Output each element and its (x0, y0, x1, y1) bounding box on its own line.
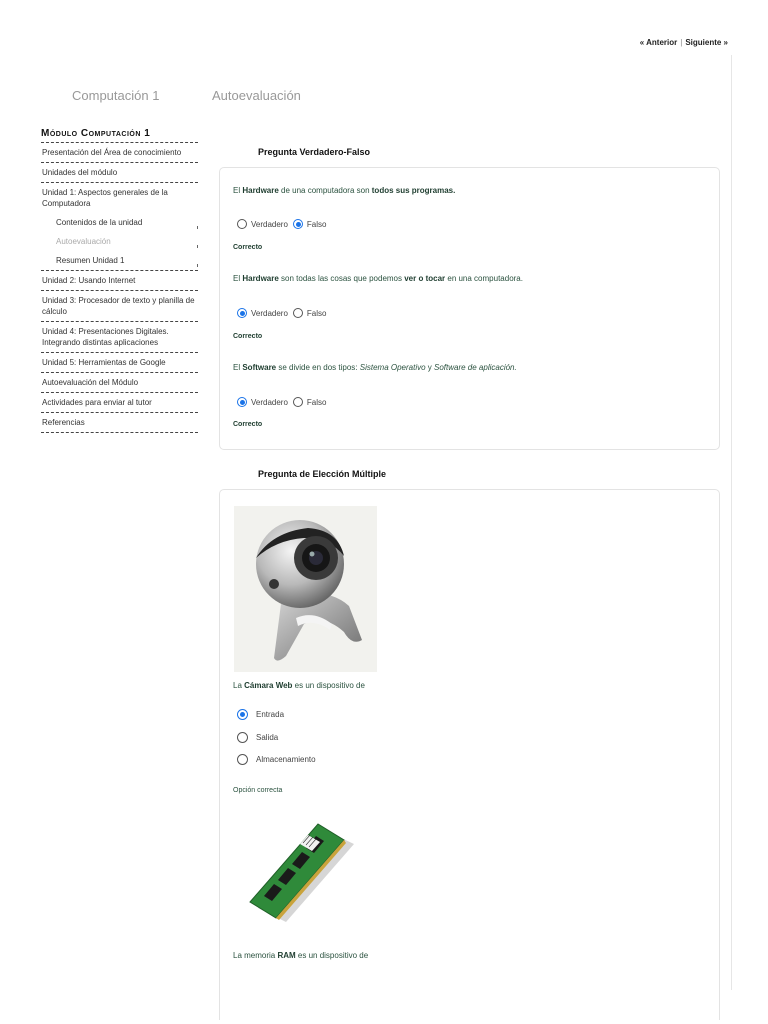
tf-choices-2 (237, 308, 331, 318)
mc-option-entrada[interactable] (237, 709, 284, 720)
question-keyword: Software (242, 363, 277, 372)
sidebar-item-referencias[interactable]: Referencias (41, 413, 198, 433)
sidebar-item-unidad-5[interactable]: Unidad 5: Herramientas de Google (41, 353, 198, 373)
question-keyword: ver o tocar (404, 274, 446, 283)
sidebar-item-unidad-3[interactable]: Unidad 3: Procesador de texto y planilla de cálculo (41, 291, 198, 322)
mc-question-2 (233, 951, 368, 960)
sidebar-item-actividades[interactable]: Actividades para enviar al tutor (41, 393, 198, 413)
question-text: de una computadora son (278, 186, 372, 195)
question-text: en una computadora. (445, 274, 523, 283)
option-label: Almacenamiento (256, 755, 316, 764)
question-keyword: RAM (277, 951, 296, 960)
radio-falso[interactable] (293, 308, 303, 318)
mc-option-salida[interactable] (237, 732, 278, 743)
site-title: Computación 1 (72, 88, 160, 103)
tf-question-3 (233, 363, 517, 372)
sidebar-item-presentacion[interactable]: Presentación del Área de conocimiento (41, 143, 198, 163)
mc-question-1 (233, 681, 365, 690)
radio-verdadero[interactable] (237, 397, 247, 407)
page-title: Autoevaluación (212, 88, 301, 103)
option-label: Salida (256, 733, 279, 742)
question-text: son todas las cosas que podemos (278, 274, 405, 283)
question-text: El (233, 186, 243, 195)
question-keyword: Cámara Web (244, 681, 293, 690)
radio-label: Verdadero (251, 397, 288, 407)
mc-question-card (219, 489, 720, 1020)
question-text: El (233, 274, 243, 283)
question-keyword: Hardware (242, 186, 279, 195)
radio-label: Verdadero (251, 308, 288, 318)
question-text: es un dispositivo de (295, 951, 369, 960)
tf-question-card (219, 167, 720, 450)
sidebar-item-unidad-4[interactable]: Unidad 4: Presentaciones Digitales. Integrando distintas aplicaciones (41, 322, 198, 353)
sidebar-item-autoevaluacion-modulo[interactable]: Autoevaluación del Módulo (41, 373, 198, 393)
sidebar-menu (41, 143, 198, 433)
question-text: El (233, 363, 243, 372)
radio-label: Falso (306, 397, 327, 407)
ram-memory-image (246, 818, 358, 922)
pager-separator: | (680, 38, 683, 47)
mc-option-almacenamiento[interactable] (237, 754, 316, 765)
radio-salida[interactable] (237, 732, 248, 743)
radio-almacenamiento[interactable] (237, 754, 248, 765)
radio-label: Falso (306, 219, 327, 229)
question-term: Software de aplicación. (434, 363, 517, 372)
tf-section-title: Pregunta Verdadero-Falso (258, 147, 371, 157)
sidebar-heading: Módulo Computación 1 (41, 128, 198, 143)
sidebar-item-contenidos[interactable]: Contenidos de la unidad (41, 213, 198, 232)
tf-choices-1 (237, 219, 331, 229)
previous-link[interactable]: « Anterior (639, 38, 678, 47)
question-text: La (233, 681, 245, 690)
question-keyword: todos sus programas. (371, 186, 456, 195)
tf-feedback-2: Correcto (233, 333, 263, 340)
radio-label: Verdadero (251, 219, 288, 229)
pager-nav (640, 38, 728, 47)
radio-entrada[interactable] (237, 709, 248, 720)
radio-verdadero[interactable] (237, 219, 247, 229)
radio-label: Falso (306, 308, 327, 318)
sidebar-item-autoevaluacion[interactable]: Autoevaluación (41, 232, 198, 251)
question-text: es un dispositivo de (292, 681, 365, 690)
next-link[interactable]: Siguiente » (685, 38, 728, 47)
tf-feedback-3: Correcto (233, 421, 263, 428)
option-label: Entrada (256, 710, 285, 719)
tf-question-1 (233, 186, 455, 195)
radio-falso[interactable] (293, 219, 303, 229)
mc-feedback-1: Opción correcta (233, 787, 283, 794)
webcam-image (234, 506, 377, 672)
mc-section-title: Pregunta de Elección Múltiple (258, 469, 387, 479)
sidebar (41, 128, 198, 433)
question-term: Sistema Operativo (359, 363, 426, 372)
tf-feedback-1: Correcto (233, 244, 263, 251)
question-text: La memoria (233, 951, 278, 960)
question-text: se divide en dos tipos: (276, 363, 360, 372)
question-keyword: Hardware (242, 274, 279, 283)
tf-question-2 (233, 274, 523, 283)
sidebar-item-unidades[interactable]: Unidades del módulo (41, 163, 198, 183)
sidebar-item-unidad-1[interactable]: Unidad 1: Aspectos generales de la Computadora (42, 188, 168, 208)
sidebar-item-resumen[interactable]: Resumen Unidad 1 (41, 251, 198, 271)
content-right-border (731, 55, 732, 990)
radio-falso[interactable] (293, 397, 303, 407)
question-text: y (425, 363, 435, 372)
tf-choices-3 (237, 397, 331, 407)
sidebar-item-unidad-2[interactable]: Unidad 2: Usando Internet (41, 271, 198, 291)
radio-verdadero[interactable] (237, 308, 247, 318)
